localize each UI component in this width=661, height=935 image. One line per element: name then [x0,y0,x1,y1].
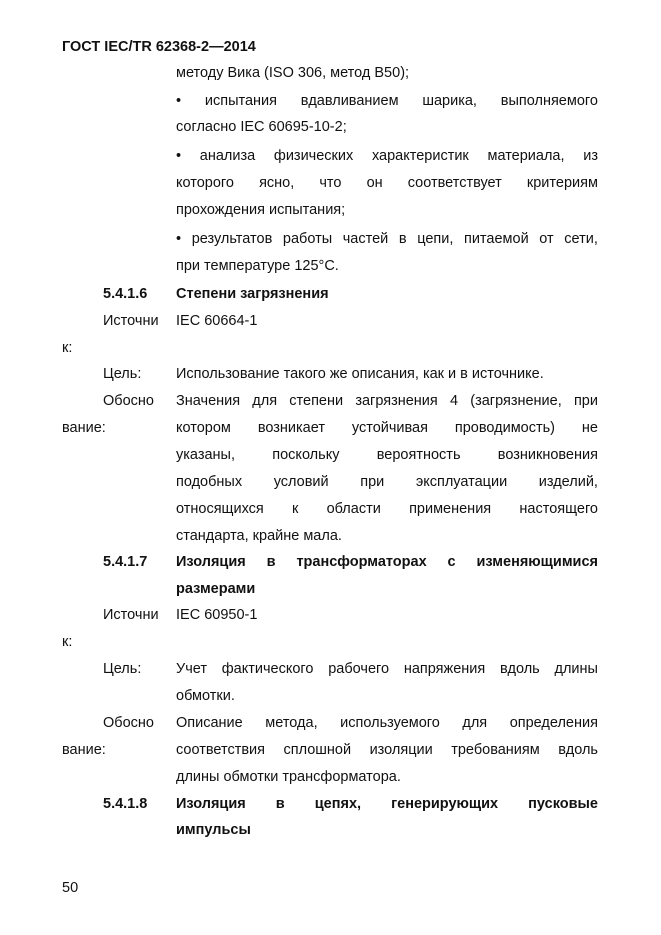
s5416-rationale-line-5 [176,499,598,519]
word: условий [273,474,329,490]
s5416-source-label-cont: к: [62,340,73,356]
word: Изоляция [176,554,246,570]
word: питаемой [463,231,529,247]
word: вдоль [499,661,540,677]
word: не [581,420,598,436]
s5416-rationale-label: Обосно [103,393,154,409]
word: проводимость) [454,420,556,436]
s5417-rationale-line-2 [176,740,598,760]
bullet-2-line-1 [176,146,598,166]
section-5417-number: 5.4.1.7 [103,554,148,570]
document-header: ГОСТ IEC/TR 62368-2—2014 [62,39,256,55]
word: • [176,93,182,109]
word: используемого [340,715,440,731]
word: характеристик [371,148,469,164]
word: возникновения [497,447,598,463]
word: для [462,715,488,731]
s5416-rationale-line-3 [176,445,598,465]
word: 4 [449,393,459,409]
word: результатов [191,231,273,247]
s5417-goal-line-1 [176,659,598,679]
word: работы [282,231,333,247]
word: соответствия [176,742,266,758]
word: Изоляция [176,796,246,812]
word: выполняемого [500,93,598,109]
word: что [319,175,342,191]
word: метода, [265,715,318,731]
s5417-rationale-line-3: длины обмотки трансформатора. [176,769,401,785]
s5416-source-label: Источни [103,313,159,329]
s5416-rationale-line-4 [176,472,598,492]
word: Учет [176,661,207,677]
word: от [539,231,554,247]
word: материала, [487,148,565,164]
word: вероятность [376,447,461,463]
word: изоляции [369,742,433,758]
section-5417-heading-line-2: размерами [176,581,256,597]
word: в [275,796,285,812]
section-5418-number: 5.4.1.8 [103,796,148,812]
word: он [366,175,383,191]
section-5418-heading-line-2: импульсы [176,822,251,838]
s5416-rationale-line-1 [176,391,598,411]
word: для [252,393,278,409]
s5417-rationale-label: Обосно [103,715,154,731]
s5417-goal-line-2: обмотки. [176,688,235,704]
s5416-rationale-line-6: стандарта, крайне мала. [176,528,342,544]
word: фактического [221,661,314,677]
section-5418-heading-line-1 [176,794,598,814]
word: подобных [176,474,243,490]
word: устойчивая [351,420,428,436]
word: анализа [199,148,256,164]
word: степени [289,393,344,409]
word: к [292,501,299,517]
word: длины [554,661,598,677]
s5417-rationale-line-1 [176,713,598,733]
word: при [360,474,385,490]
word: цепи, [417,231,454,247]
word: настоящего [519,501,598,517]
word: загрязнения [355,393,438,409]
intro-line-1: методу Вика (ISO 306, метод B50); [176,65,410,81]
s5417-source-label: Источни [103,607,159,623]
word: вдоль [558,742,598,758]
word: цепях, [314,796,362,812]
section-5416-heading: Степени загрязнения [176,286,329,302]
bullet-1-line-2: согласно IEC 60695-10-2; [176,119,347,135]
word: эксплуатации [415,474,508,490]
word: сплошной [283,742,352,758]
word: требованиям [451,742,540,758]
word: критериям [526,175,598,191]
word: Описание [176,715,243,731]
s5416-goal-label: Цель: [103,366,142,382]
word: Значения [176,393,241,409]
word: испытания [204,93,277,109]
page-number: 50 [62,880,79,896]
s5416-rationale-label-cont: вание: [62,420,106,436]
word: ясно, [259,175,295,191]
s5416-goal-value: Использование такого же описания, как и в источнике. [176,366,544,382]
word: (загрязнение, [470,393,562,409]
word: применения [409,501,492,517]
word: при [573,393,598,409]
word: относящихся [176,501,264,517]
word: шарика, [422,93,477,109]
word: сети, [564,231,598,247]
s5417-rationale-label-cont: вание: [62,742,106,758]
word: поскольку [272,447,340,463]
word: с [447,554,456,570]
s5417-source-label-cont: к: [62,634,73,650]
word: • [176,231,182,247]
word: трансформаторах [296,554,427,570]
s5417-goal-label: Цель: [103,661,142,677]
word: • [176,148,182,164]
word: пусковые [528,796,598,812]
word: вдавливанием [300,93,399,109]
word: из [583,148,598,164]
word: определения [509,715,598,731]
word: возникает [257,420,325,436]
word: генерирующих [391,796,499,812]
s5417-source-value: IEC 60950-1 [176,607,258,623]
word: изделий, [538,474,598,490]
s5416-source-value: IEC 60664-1 [176,313,258,329]
word: в [266,554,276,570]
section-5417-heading-line-1 [176,552,598,572]
word: которого [176,175,234,191]
section-5416-number: 5.4.1.6 [103,286,148,302]
bullet-3-line-2: при температуре 125°С. [176,258,339,274]
bullet-3-line-1 [176,229,598,249]
bullet-2-line-2 [176,173,598,193]
word: частей [342,231,389,247]
s5416-rationale-line-2 [176,418,598,438]
word: указаны, [176,447,235,463]
bullet-1-line-1 [176,91,598,111]
bullet-2-line-3: прохождения испытания; [176,202,346,218]
word: изменяющимися [476,554,598,570]
word: рабочего [328,661,390,677]
word: в [398,231,407,247]
word: физических [273,148,354,164]
word: области [326,501,381,517]
word: соответствует [407,175,502,191]
word: напряжения [403,661,486,677]
word: котором [176,420,231,436]
